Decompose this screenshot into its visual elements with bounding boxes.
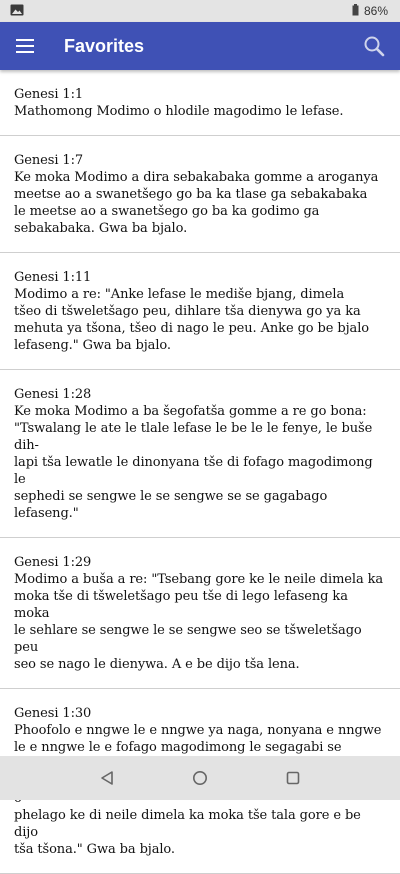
back-triangle-icon[interactable]	[85, 756, 129, 800]
verse-text-line: sebakabaka. Gwa ba bjalo.	[14, 221, 188, 236]
verse-reference: Genesi 1:30	[14, 706, 92, 721]
verse-text-line: Modimo a re: "Anke lefase le mediše bjang, dimela	[14, 287, 345, 302]
verse-text-line: Modimo a buša a re: "Tsebang gore ke le neile dimela ka	[14, 572, 384, 587]
search-icon[interactable]	[350, 22, 398, 70]
battery-icon	[352, 4, 359, 19]
verse-text-line: seo se nago le dienywa. A e be dijo tša lena.	[14, 657, 300, 672]
favorite-verse-item[interactable]	[0, 253, 400, 370]
image-icon	[10, 4, 24, 19]
status-bar	[0, 0, 400, 22]
verse-text-line: le e nngwe le e fofago magodimong le segagabi se	[14, 740, 342, 755]
favorite-verse-item[interactable]	[0, 70, 400, 136]
verse-text-line: le meetse ao a swanetšego go ba ka godimo ga	[14, 204, 320, 219]
verse-text-line: "Tswalang le ate le tlale lefase le be le le fenye, le buše dih-	[14, 421, 373, 453]
verse-text-line: tša tšona." Gwa ba bjalo.	[14, 842, 175, 857]
verse-reference: Genesi 1:7	[14, 153, 84, 168]
verse-text-line: sephedi se sengwe le se sengwe se se gagabago lefaseng."	[14, 489, 328, 521]
verse-text-line: le sehlare se sengwe le se sengwe seo se tšweletšago peu	[14, 623, 362, 655]
recents-square-icon[interactable]	[271, 756, 315, 800]
system-nav-bar	[0, 756, 400, 800]
verse-reference: Genesi 1:11	[14, 270, 92, 285]
favorite-verse-item[interactable]	[0, 538, 400, 689]
verse-text-line: Phoofolo e nngwe le e nngwe ya naga, nonyana e nngwe	[14, 723, 382, 738]
battery-level: 86%	[363, 4, 388, 18]
verse-text-line: lefaseng." Gwa ba bjalo.	[14, 338, 171, 353]
verse-reference: Genesi 1:1	[14, 87, 84, 102]
favorites-list	[0, 70, 400, 857]
verse-text-line: tšeo di tšweletšago peu, dihlare tša dienywa go ya ka	[14, 304, 361, 319]
verse-text-line: Ke moka Modimo a ba šegofatša gomme a re go bona:	[14, 404, 367, 419]
verse-text-line: Mathomong Modimo o hlodile magodimo le lefase.	[14, 104, 344, 119]
verse-text-line: Ke moka Modimo a dira sebakabaka gomme a aroganya	[14, 170, 379, 185]
verse-text-line: moka tše di tšweletšago peu tše di lego lefaseng ka moka	[14, 589, 348, 621]
app-bar	[0, 22, 400, 70]
favorite-verse-item[interactable]	[0, 136, 400, 253]
hamburger-menu-icon[interactable]	[1, 22, 49, 70]
verse-reference: Genesi 1:29	[14, 555, 92, 570]
verse-text-line: mehuta ya tšona, tšeo di nago le peu. Anke go be bjalo	[14, 321, 369, 336]
home-circle-icon[interactable]	[178, 756, 222, 800]
verse-text-line: meetse ao a swanetšego go ba ka tlase ga sebakabaka	[14, 187, 368, 202]
verse-text-line: phelago ke di neile dimela ka moka tše tala gore e be dijo	[14, 808, 361, 840]
page-title: Favorites	[64, 35, 145, 56]
favorite-verse-item[interactable]	[0, 370, 400, 538]
verse-text-line: lapi tša lewatle le dinonyana tše di fofago magodimong le	[14, 455, 373, 487]
verse-reference: Genesi 1:28	[14, 387, 92, 402]
